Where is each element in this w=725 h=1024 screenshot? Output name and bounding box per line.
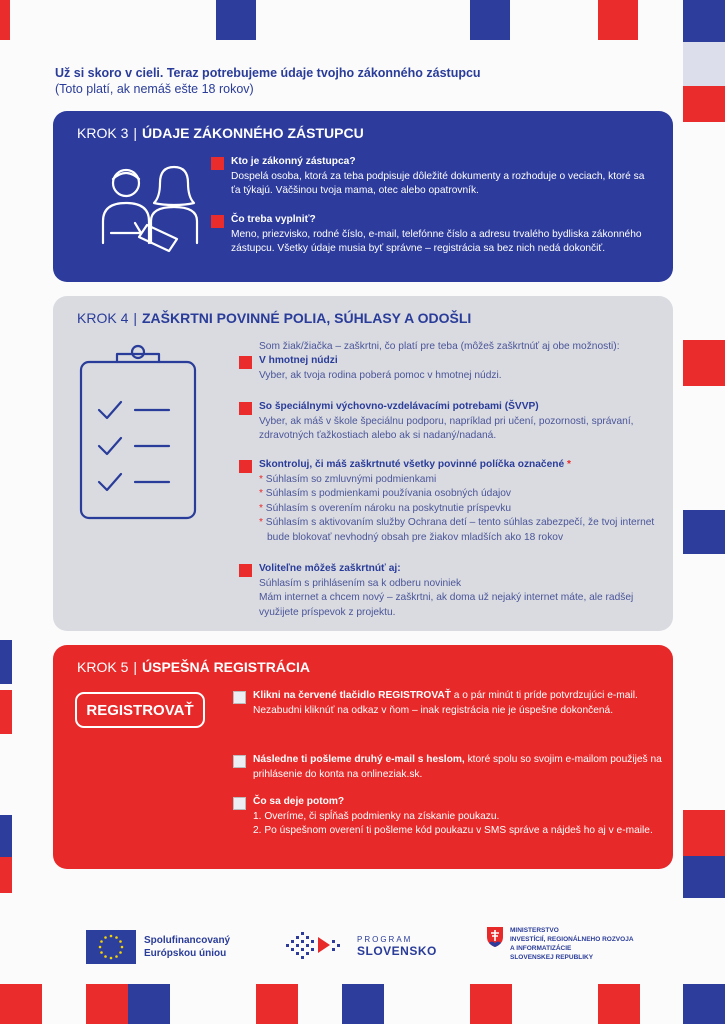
edge-block [683, 810, 725, 856]
option-special-needs[interactable] [259, 400, 664, 444]
item-line: 1. Overíme, či spĺňaš podmienky na získanie poukazu. [253, 810, 500, 822]
step4-options [259, 340, 664, 355]
edge-block [0, 857, 12, 893]
step3-item-guardian [231, 155, 651, 199]
edge-block [0, 984, 42, 1024]
step-number: KROK 5 [77, 659, 129, 675]
edge-block [0, 640, 12, 684]
title-separator: | [133, 310, 137, 326]
eu-label: Spolufinancovaný Európskou úniou [144, 935, 231, 959]
step-number: KROK 4 [77, 310, 129, 326]
guardian-icon [91, 155, 211, 267]
step5-item-email [253, 753, 663, 782]
consent-item: * Súhlasím s podmienkami používania osobných údajov [259, 488, 512, 499]
edge-block [216, 0, 256, 40]
program-slovensko-label: PROGRAM SLOVENSKO [357, 935, 437, 958]
intro-subtitle: (Toto platí, ak nemáš ešte 18 rokov) [55, 82, 254, 96]
optional-consents [259, 562, 664, 620]
option-title: V hmotnej núdzi [259, 355, 338, 366]
option-text: Vyber, ak tvoja rodina poberá pomoc v hmotnej núdzi. [259, 369, 502, 381]
edge-block [0, 0, 10, 40]
step3-card [53, 111, 673, 282]
option-text: Vyber, ak máš v škole špeciálnu podporu, napríklad pri učení, pozornosti, správaní, zdravotných ťažkostiach alebo ak si nadaný/nadaná. [259, 415, 634, 441]
options-intro: Som žiak/žiačka – zaškrtni, čo platí pre teba (môžeš zaškrtnúť aj obe možnosti): [259, 341, 620, 352]
item-line: 2. Po úspešnom overení ti pošleme kód poukazu v SMS správe a nájdeš ho aj v e-maile. [253, 825, 653, 836]
step4-title [77, 310, 471, 326]
step-name: ZAŠKRTNI POVINNÉ POLIA, SÚHLASY A ODOŠLI [142, 310, 472, 326]
edge-block [683, 340, 725, 386]
consents-heading: Skontroluj, či máš zaškrtnuté všetky povinné políčka označené [259, 459, 565, 470]
slovak-crest-icon [486, 926, 504, 948]
consent-item: * Súhlasím s overením nároku na poskytnutie príspevku [259, 502, 511, 514]
checkbox-square[interactable] [239, 356, 252, 369]
ministry-label: MINISTERSTVO INVESTÍCIÍ, REGIONÁLNEHO ROZVOJA A INFORMATIZÁCIE SLOVENSKEJ REPUBLIKY [510, 927, 634, 961]
mandatory-consents [259, 458, 669, 545]
edge-block [683, 856, 725, 898]
option-material-need[interactable] [259, 354, 664, 383]
bullet-square [233, 755, 246, 768]
edge-block [128, 984, 170, 1024]
step5-item-next [253, 795, 663, 839]
edge-block [683, 510, 725, 554]
item-text: ktoré spolu so svojim e-mailom použiješ na prihlásenie do konta na onlineziak.sk. [253, 754, 662, 780]
footer-logos [0, 925, 725, 975]
bullet-square [233, 797, 246, 810]
edge-block [683, 0, 725, 42]
edge-block [683, 984, 725, 1024]
optional-heading: Voliteľne môžeš zaškrtnúť aj: [259, 563, 401, 574]
title-separator: | [133, 659, 137, 675]
edge-block [0, 815, 12, 857]
optional-new-internet: Mám internet a chcem nový – zaškrtni, ak doma už nejaký internet máte, ale radšej využijete príspevok z projektu. [259, 592, 634, 618]
optional-newsletter: Súhlasím s prihlásením sa k odberu noviniek [259, 577, 462, 589]
edge-block [86, 984, 128, 1024]
consent-item: * Súhlasím so zmluvnými podmienkami [259, 473, 437, 485]
edge-block [0, 690, 12, 734]
step4-card [53, 296, 673, 631]
required-star: * [567, 459, 571, 470]
step3-title [77, 125, 364, 141]
bullet-square [233, 691, 246, 704]
edge-block [342, 984, 384, 1024]
bullet-square [239, 460, 252, 473]
item-bold: Klikni na červené tlačidlo REGISTROVAŤ [253, 690, 451, 701]
step3-item-fill [231, 213, 651, 257]
checkbox-square[interactable] [239, 402, 252, 415]
register-button[interactable]: REGISTROVAŤ [75, 692, 205, 728]
edge-block [470, 984, 512, 1024]
bullet-square [211, 215, 224, 228]
step5-item-click [253, 689, 663, 718]
item-heading: Čo treba vyplniť? [231, 214, 316, 225]
edge-block [598, 0, 638, 40]
edge-block [683, 42, 725, 86]
intro-title: Už si skoro v cieli. Teraz potrebujeme údaje tvojho zákonného zástupcu [55, 66, 481, 80]
step-name: ÚDAJE ZÁKONNÉHO ZÁSTUPCU [142, 125, 364, 141]
edge-block [256, 984, 298, 1024]
step5-title [77, 659, 310, 675]
edge-block [683, 86, 725, 122]
item-bold: Následne ti pošleme druhý e-mail s heslom, [253, 754, 465, 765]
step-name: ÚSPEŠNÁ REGISTRÁCIA [142, 659, 311, 675]
item-text: Dospelá osoba, ktorá za teba podpisuje dôležité dokumenty a rozhoduje o veciach, ktoré sa ťa týkajú. Väčšinou tvoja mama, otec alebo opatrovník. [231, 170, 645, 196]
program-slovensko-logo-icon [282, 931, 352, 961]
option-title: So špeciálnymi výchovno-vzdelávacími potrebami (ŠVVP) [259, 401, 539, 412]
item-text: a o pár minút ti príde potvrdzujúci e-mail. Nezabudni kliknúť na odkaz v ňom – inak registrácia nie je úspešne dokončená. [253, 690, 638, 716]
bullet-square [239, 564, 252, 577]
item-heading: Čo sa deje potom? [253, 796, 345, 807]
title-separator: | [133, 125, 137, 141]
step-number: KROK 3 [77, 125, 129, 141]
bullet-square [211, 157, 224, 170]
edge-block [598, 984, 640, 1024]
consent-item: * Súhlasím s aktivovaním služby Ochrana detí – tento súhlas zabezpečí, že tvoj internet bude blokovať nevhodný obsah pre žiakov mladších ako 18 rokov [259, 517, 655, 543]
item-heading: Kto je zákonný zástupca? [231, 156, 356, 167]
edge-block [470, 0, 510, 40]
item-text: Meno, priezvisko, rodné číslo, e-mail, telefónne číslo a adresu trvalého bydliska zákonného zástupcu. Všetky údaje musia byť správne – registrácia sa bez nich nedá dokončiť. [231, 228, 642, 254]
clipboard-icon [79, 340, 199, 520]
eu-flag-icon [86, 930, 136, 964]
step5-card [53, 645, 673, 869]
intro [55, 66, 655, 96]
